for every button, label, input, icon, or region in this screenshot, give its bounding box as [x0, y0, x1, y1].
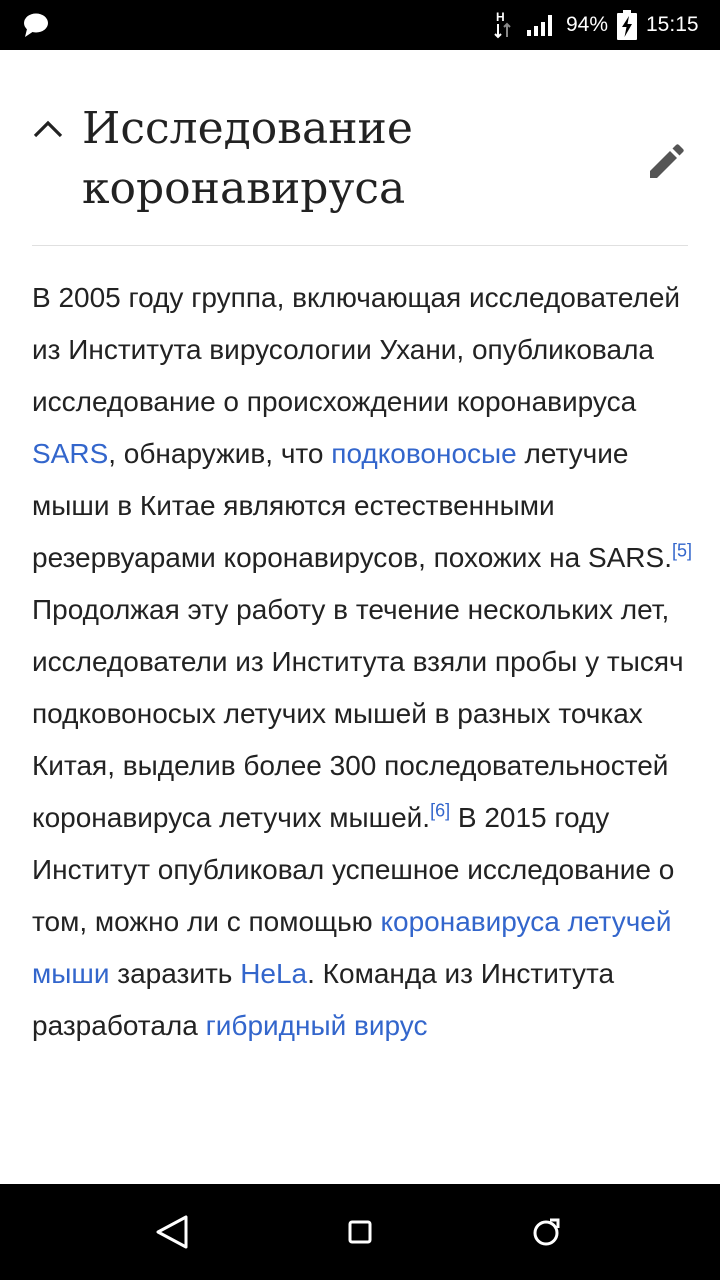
article-text: летучие мыши в Китае являются естественными резервуарами коронавирусов, похожих на SARS. [32, 438, 672, 573]
article-text: В 2015 году Институт опубликовал успешное исследование о том, можно ли с помощью [32, 802, 675, 937]
section-divider [32, 245, 688, 246]
navigation-bar [0, 1184, 720, 1280]
article-link[interactable]: подковоносые [331, 438, 517, 469]
back-icon[interactable] [153, 1212, 193, 1252]
article-text: Продолжая эту работу в течение нескольких лет, исследователи из Института взяли пробы у тысяч подковоносых летучих мышей в разных точках Китая, выделив более 300 последовательностей коронавируса летучих мышей. [32, 594, 684, 833]
article-text: , обнаружив, что [108, 438, 332, 469]
article-content [0, 50, 720, 1184]
article-link[interactable]: SARS [32, 438, 109, 469]
reference-link[interactable]: [5] [671, 540, 692, 561]
message-icon [22, 11, 50, 39]
recent-apps-icon[interactable] [526, 1212, 566, 1252]
data-transfer-icon [492, 10, 516, 40]
article-text: заразить [109, 958, 241, 989]
battery-charging-icon [617, 10, 637, 40]
section-header[interactable] [0, 50, 720, 246]
section-title: Исследование коронавируса [82, 103, 413, 214]
chevron-up-icon[interactable] [32, 116, 64, 140]
clock: 15:15 [646, 13, 699, 36]
battery-percent: 94% [566, 13, 609, 36]
article-text: В 2005 году группа, включающая исследователей из Института вирусологии Ухани, опубликовала исследование о происхождении коронавируса [32, 282, 681, 417]
pencil-icon[interactable] [648, 142, 686, 180]
network-type-label: H [496, 10, 505, 24]
article-link[interactable]: коронавируса летучей мыши [32, 906, 672, 989]
reference-link[interactable]: [6] [430, 800, 451, 821]
article-text: . Команда из Института разработала [32, 958, 615, 1041]
article-paragraph [32, 272, 692, 1052]
status-bar [0, 0, 720, 50]
article-link[interactable]: гибридный вирус [205, 1010, 428, 1041]
article-link[interactable]: HeLa [240, 958, 308, 989]
home-icon[interactable] [340, 1212, 380, 1252]
signal-icon [526, 14, 556, 36]
